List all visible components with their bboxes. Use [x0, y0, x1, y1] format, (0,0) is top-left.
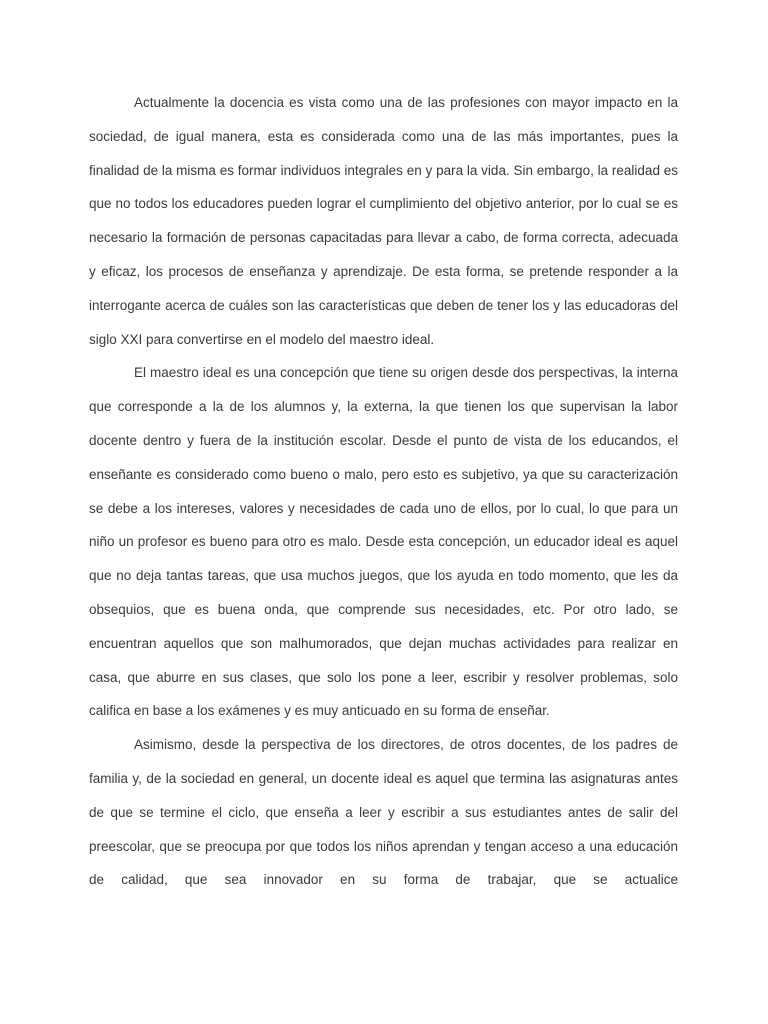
paragraph-1: Actualmente la docencia es vista como una de las profesiones con mayor impacto en la sociedad, de igual manera, esta es considerada como una de las más importantes, pues la finalidad de la misma es formar individuos integrales en y para la vida. Sin embargo, la realidad es que no todos los educadores pueden lograr el cumplimiento del objetivo anterior, por lo cual se es necesario la formación de personas capacitadas para llevar a cabo, de forma correcta, adecuada y eficaz, los procesos de enseñanza y aprendizaje. De esta forma, se pretende responder a la interrogante acerca de cuáles son las características que deben de tener los y las educadoras del siglo XXI para convertirse en el modelo del maestro ideal. [89, 95, 678, 347]
paragraph-3: Asimismo, desde la perspectiva de los directores, de otros docentes, de los padres de familia y, de la sociedad en general, un docente ideal es aquel que termina las asignaturas antes de que se termine el ciclo, que enseña a leer y escribir a sus estudiantes antes de salir del preescolar, que se preocupa por que todos los niños aprendan y tengan acceso a una educación de calidad, que sea innovador en su forma de trabajar, que se actualice [89, 737, 678, 888]
document-body [89, 86, 678, 897]
paragraph-2: El maestro ideal es una concepción que tiene su origen desde dos perspectivas, la interna que corresponde a la de los alumnos y, la externa, la que tienen los que supervisan la labor docente dentro y fuera de la institución escolar. Desde el punto de vista de los educandos, el enseñante es considerado como bueno o malo, pero esto es subjetivo, ya que su caracterización se debe a los intereses, valores y necesidades de cada uno de ellos, por lo cual, lo que para un niño un profesor es bueno para otro es malo. Desde esta concepción, un educador ideal es aquel que no deja tantas tareas, que usa muchos juegos, que los ayuda en todo momento, que les da obsequios, que es buena onda, que comprende sus necesidades, etc. Por otro lado, se encuentran aquellos que son malhumorados, que dejan muchas actividades para realizar en casa, que aburre en sus clases, que solo los pone a leer, escribir y resolver problemas, solo califica en base a los exámenes y es muy anticuado en su forma de enseñar. [89, 365, 678, 719]
